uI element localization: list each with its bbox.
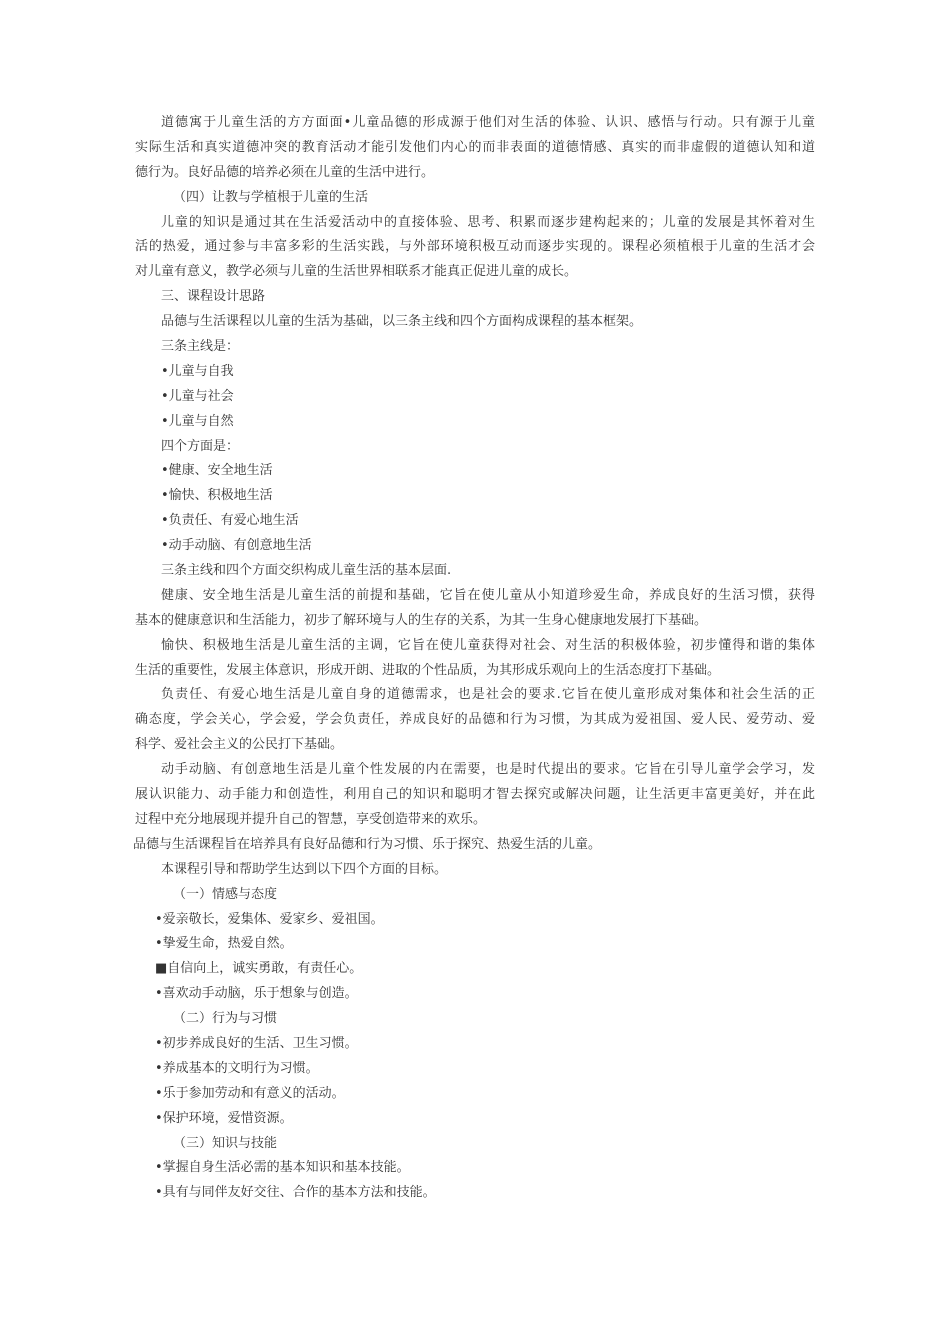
text-line: 健康、安全地生活是儿童生活的前提和基础，它旨在使儿童从小知道珍爱生命，养成良好的生活习惯，获得 — [161, 587, 815, 603]
document-page — [135, 111, 815, 1206]
text-line: （二）行为与习惯 — [173, 1011, 278, 1027]
text-line: 动手动脑、有创意地生活是儿童个性发展的内在需要，也是时代提出的要求。它旨在引导儿童学会学习，发 — [161, 762, 815, 778]
text-line: ■自信向上，诚实勇敢，有责任心。 — [155, 961, 363, 977]
text-line: 品德与生活课程旨在培养具有良好品德和行为习惯、乐于探究、热爱生活的儿童。 — [133, 836, 602, 852]
text-line: 德行为。良好品德的培养必须在儿童的生活中进行。 — [135, 164, 435, 180]
text-line: （三）知识与技能 — [173, 1135, 278, 1151]
text-line: （四）让教与学植根于儿童的生活 — [173, 189, 369, 205]
text-line: •挚爱生命，热爱自然。 — [155, 936, 293, 952]
text-line: 展认识能力、动手能力和创造性，利用自己的知识和聪明才智去探究或解决问题，让生活更丰富更美好，并在此 — [135, 787, 815, 803]
text-line: •喜欢动手动脑，乐于想象与创造。 — [155, 986, 358, 1002]
text-line: •儿童与社会 — [161, 388, 234, 404]
text-line: •健康、安全地生活 — [161, 463, 273, 479]
text-line: •初步养成良好的生活、卫生习惯。 — [155, 1035, 358, 1051]
text-line: 科学、爱社会主义的公民打下基础。 — [135, 737, 344, 753]
text-line: •乐于参加劳动和有意义的活动。 — [155, 1085, 345, 1101]
text-line: 品德与生活课程以儿童的生活为基础，以三条主线和四个方面构成课程的基本框架。 — [161, 314, 643, 330]
text-line: •儿童与自然 — [161, 413, 234, 429]
text-line: 儿童的知识是通过其在生活爱活动中的直接体验、思考、积累而逐步建构起来的；儿童的发展是其怀着对生 — [161, 214, 815, 230]
text-line: •愉快、积极地生活 — [161, 488, 273, 504]
text-line: 确态度，学会关心，学会爱，学会负责任，养成良好的品德和行为习惯，为其成为爱祖国、爱人民、爱劳动、爱 — [135, 712, 815, 728]
text-line: 道德寓于儿童生活的方方面面•儿童品德的形成源于他们对生活的体验、认识、感悟与行动。只有源于儿童 — [161, 115, 815, 130]
text-line: 实际生活和真实道德冲突的教育活动才能引发他们内心的而非表面的道德情感、真实的而非虚假的道德认知和道 — [135, 139, 815, 155]
text-line: •负责任、有爱心地生活 — [161, 513, 299, 529]
text-line: 三条主线和四个方面交织构成儿童生活的基本层面. — [161, 563, 452, 579]
text-line: •养成基本的文明行为习惯。 — [155, 1060, 319, 1076]
text-line: •动手动脑、有创意地生活 — [161, 538, 312, 554]
text-line: 基本的健康意识和生活能力，初步了解环境与人的生存的关系，为其一生身心健康地发展打下基础。 — [135, 612, 708, 628]
text-line: •儿童与自我 — [161, 363, 234, 379]
text-line: 过程中充分地展现并提升自己的智慧，享受创造带来的欢乐。 — [135, 811, 487, 827]
text-line: 本课程引导和帮助学生达到以下四个方面的目标。 — [161, 861, 448, 877]
text-line: 四个方面是： — [161, 438, 240, 454]
text-line: 负责任、有爱心地生活是儿童自身的道德需求，也是社会的要求.它旨在使儿童形成对集体和社会生活的正 — [161, 687, 815, 703]
text-line: 活的热爱，通过参与丰富多彩的生活实践，与外部环境积极互动而逐步实现的。课程必须植根于儿童的生活才会 — [135, 239, 815, 255]
text-line: 三、课程设计思路 — [161, 289, 266, 305]
text-line: 生活的重要性，发展主体意识，形成开朗、进取的个性品质，为其形成乐观向上的生活态度打下基础。 — [135, 662, 721, 678]
text-line: （一）情感与态度 — [173, 886, 278, 902]
text-line: 三条主线是： — [161, 339, 240, 355]
text-line: 愉快、积极地生活是儿童生活的主调，它旨在使儿童获得对社会、对生活的积极体验，初步懂得和谐的集体 — [161, 637, 815, 653]
text-line: 对儿童有意义，教学必须与儿童的生活世界相联系才能真正促进儿童的成长。 — [135, 264, 578, 280]
text-line: •掌握自身生活必需的基本知识和基本技能。 — [155, 1160, 410, 1176]
text-line: •爱亲敬长，爱集体、爱家乡、爱祖国。 — [155, 911, 384, 927]
text-line: •具有与同伴友好交往、合作的基本方法和技能。 — [155, 1185, 436, 1201]
text-line: •保护环境，爱惜资源。 — [155, 1110, 293, 1126]
